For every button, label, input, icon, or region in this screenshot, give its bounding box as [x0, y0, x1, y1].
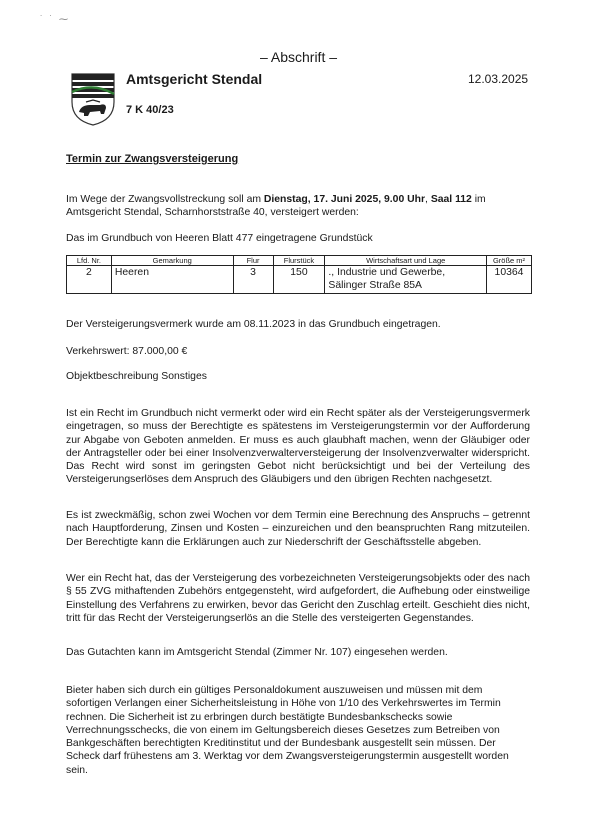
cell-lfd-nr: 2 [67, 266, 112, 294]
cell-lage [325, 266, 487, 294]
table-header-cell: Lfd. Nr. [67, 256, 112, 266]
scan-artifact: ˙ ˙ ⁓ [40, 14, 70, 24]
verkehrswert: Verkehrswert: 87.000,00 € [66, 346, 188, 357]
gutachten-sentence: Das Gutachten kann im Amtsgericht Stendal (Zimmer Nr. 107) eingesehen werden. [66, 647, 448, 658]
table-header-cell: Wirtschaftsart und Lage [325, 256, 487, 266]
table-header-cell: Flur [233, 256, 273, 266]
table-header-cell: Flurstück [273, 256, 325, 266]
paragraph-bieter: Bieter haben sich durch ein gültiges Personaldokument auszuweisen und müssen mit dem sofortigen Verlangen einer Sicherheitsleistung in Höhe von 1/10 des Verkehrswertes im Termin rechnen. Die Sicherheit ist zu erbringen durch bestätigte Bundesbankschecks sowie Verrechnungsschecks, die von einem im Geltungsbereich dieses Gesetzes zum Betreiben von Bankgeschäften berechtigten Kreditinstitut und der Bundesbank ausgestellt sein müssen. Der Scheck darf frühestens am 3. Werktag vor dem Zwangsversteigerungstermin ausgestellt worden sein. [66, 685, 509, 776]
table-header-row [67, 256, 532, 266]
objekt-beschreibung: Objektbeschreibung Sonstiges [66, 371, 207, 382]
table-row [67, 266, 532, 294]
paragraph-wer: Wer ein Recht hat, das der Versteigerung des vorbezeichneten Versteigerungsobjekts oder des nach § 55 ZVG mithaftenden Zubehörs entgegensteht, wird aufgefordert, die Aufhebung oder einstweilige Einstellung des Verfahrens zu erwirken, bevor das Gericht den Zuschlag erteilt. Geschieht dies nicht, tritt für das Recht der Versteigerungserlös an die Stelle des versteigerten Gegenstandes. [66, 573, 530, 624]
vermerk-sentence: Der Versteigerungsvermerk wurde am 08.11.2023 in das Grundbuch eingetragen. [66, 319, 441, 330]
cell-flur: 3 [233, 266, 273, 294]
cell-flurstueck: 150 [273, 266, 325, 294]
case-number: 7 K 40/23 [126, 104, 174, 116]
registry-sentence: Das im Grundbuch von Heeren Blatt 477 eingetragene Grundstück [66, 233, 373, 244]
auction-room: Saal 112 [430, 194, 472, 205]
auction-date-time: Dienstag, 17. Juni 2025, 9.00 Uhr [263, 194, 426, 205]
intro-text-post: im Amtsgericht Stendal, Scharnhorststraße 40, versteigert werden: [66, 194, 486, 219]
paragraph-recht: Ist ein Recht im Grundbuch nicht vermerkt oder wird ein Recht später als der Versteigerungsvermerk eingetragen, so muss der Berechtigte es spätestens im Versteigerungstermin vor der Aufforderung zur Abgabe von Geboten anmelden. Er muss es auch glaubhaft machen, wenn der Gläubiger oder der Antragsteller oder bei einer Insolvenzverwalterversteigerung der Insolvenzverwalter widerspricht. Das Recht wird sonst im geringsten Gebot nicht berücksichtigt und bei der Verteilung des Versteigerungserlöses dem Anspruch des Gläubigers und den übrigen Rechten nachgesetzt. [66, 408, 530, 486]
table-header-cell: Gemarkung [111, 256, 233, 266]
coat-of-arms-icon [70, 72, 116, 126]
intro-text-pre: Im Wege der Zwangsvollstreckung soll am [66, 194, 264, 205]
section-heading: Termin zur Zwangsversteigerung [66, 153, 239, 165]
property-table [66, 255, 532, 294]
paragraph-zweckmaessig: Es ist zweckmäßig, schon zwei Wochen vor dem Termin eine Berechnung des Anspruchs – getrennt nach Hauptforderung, Zinsen und Kosten – einzureichen und den beanspruchten Rang mitzuteilen. Der Berechtigte kann die Erklärungen auch zur Niederschrift der Geschäftsstelle abgeben. [66, 510, 530, 548]
lage-line-2: Sälinger Straße 85A [328, 279, 422, 291]
cell-groesse: 10364 [487, 266, 532, 294]
document-date: 12.03.2025 [468, 72, 529, 86]
intro-paragraph [66, 193, 530, 220]
cell-gemarkung: Heeren [111, 266, 233, 294]
copy-label: – Abschrift – [259, 49, 338, 65]
table-header-cell: Größe m² [487, 256, 532, 266]
court-name: Amtsgericht Stendal [126, 71, 263, 87]
lage-line-1: ., Industrie und Gewerbe, [328, 267, 446, 278]
intro-comma: , [425, 194, 431, 205]
